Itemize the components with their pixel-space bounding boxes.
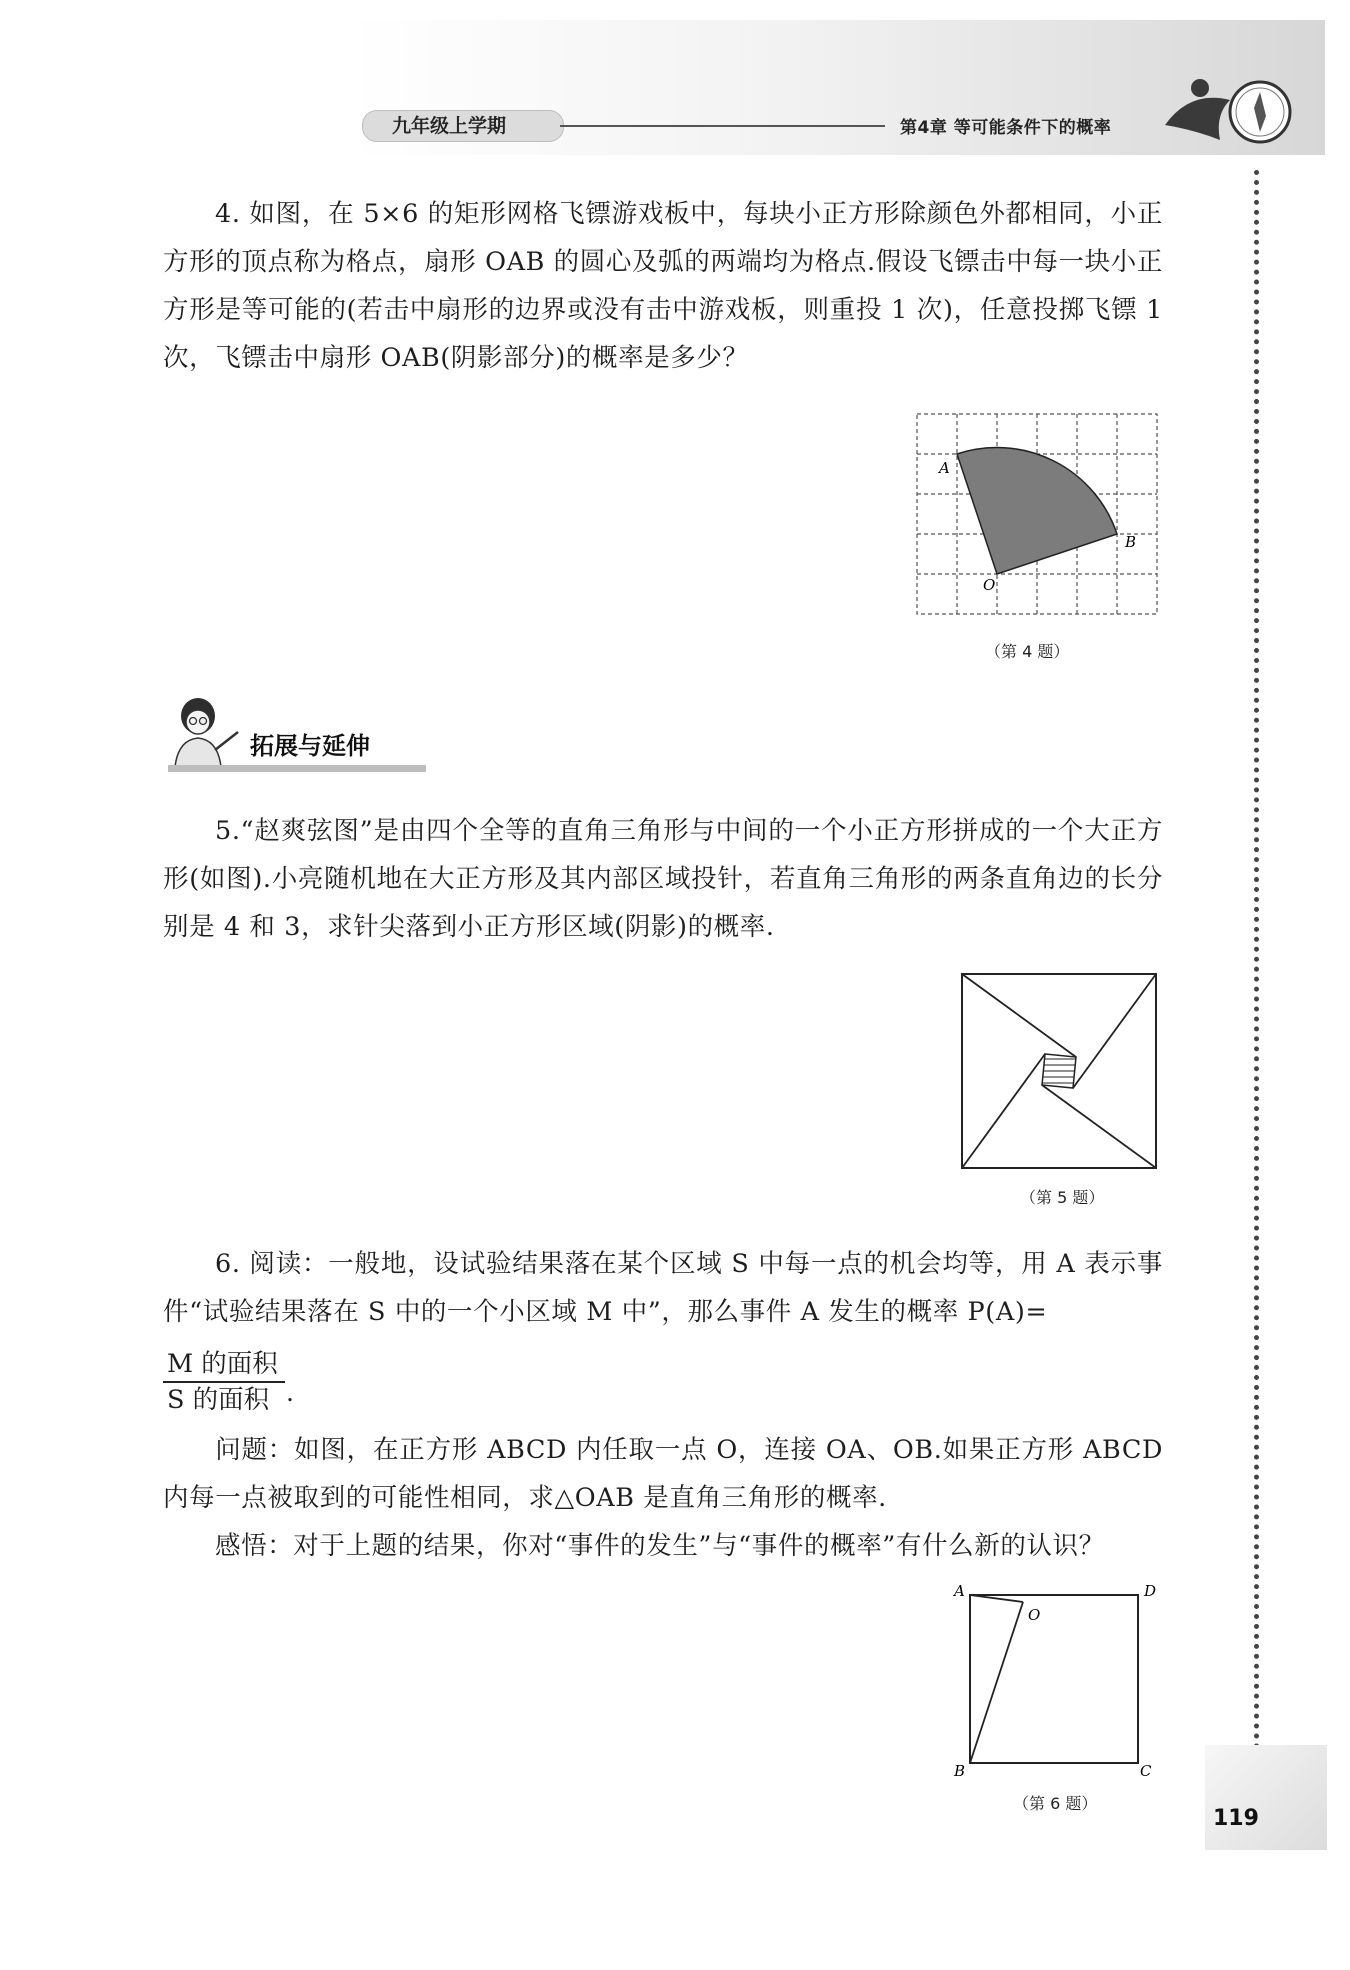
vertex-c-label: C xyxy=(1140,1762,1152,1780)
shaded-sector xyxy=(957,448,1117,574)
question-6-body: 6. 阅读：一般地，设试验结果落在某个区域 S 中每一点的机会均等，用 A 表示事件“试验结果落在 S 中的一个小区域 M 中”，那么事件 A 发生的概率 P(A)= xyxy=(163,1249,1163,1327)
point-o-label: O xyxy=(1028,1606,1041,1624)
vertex-a-label: A xyxy=(954,1582,965,1600)
figure-4-grid-sector xyxy=(915,412,1165,617)
chapter-title: 第4章 等可能条件下的概率 xyxy=(900,118,1112,138)
figure-4-caption: （第 4 题） xyxy=(985,642,1070,661)
area-ratio-fraction xyxy=(163,1347,285,1417)
question-6-problem xyxy=(163,1426,1163,1522)
fraction-numerator: M 的面积 xyxy=(167,1349,278,1379)
figure-5-caption: （第 5 题） xyxy=(1020,1188,1105,1207)
teacher-icon xyxy=(163,692,243,772)
margin-dotted-line xyxy=(1254,170,1259,1760)
vertex-b-label: B xyxy=(954,1762,966,1780)
figure-5-zhaoshuang-diagram xyxy=(960,972,1160,1172)
question-6-problem-body: 问题：如图，在正方形 ABCD 内任取一点 O，连接 OA、OB.如果正方形 ABCD 内每一点被取到的可能性相同，求△OAB 是直角三角形的概率. xyxy=(163,1435,1163,1513)
question-4-body: 4. 如图，在 5×6 的矩形网格飞镖游戏板中，每块小正方形除颜色外都相同，小正方形的顶点称为格点，扇形 OAB 的圆心及弧的两端均为格点.假设飞镖击中每一块小正方形是等可能的(若击中扇形的边界或没有击中游戏板，则重投 1 次)，任意投掷飞镖 1 次，飞镖击中扇形 OAB(阴影部分)的概率是多少？ xyxy=(163,199,1163,373)
question-6-text xyxy=(163,1240,1163,1336)
grade-label: 九年级上学期 xyxy=(392,115,507,137)
fraction-denominator: S 的面积 xyxy=(167,1385,270,1415)
figure-6-square-abcd xyxy=(950,1580,1170,1780)
section-title: 拓展与延伸 xyxy=(250,732,370,760)
question-4-text xyxy=(163,190,1163,382)
runner-compass-icon xyxy=(1160,70,1300,160)
point-a-label: A xyxy=(939,459,950,477)
vertex-d-label: D xyxy=(1144,1582,1157,1600)
question-5-body: 5.“赵爽弦图”是由四个全等的直角三角形与中间的一个小正方形拼成的一个大正方形(如图).小亮随机地在大正方形及其内部区域投针，若直角三角形的两条直角边的长分别是 4 和 3，求针尖落到小正方形区域(阴影)的概率. xyxy=(163,816,1163,942)
figure-6-caption: （第 6 题） xyxy=(1013,1794,1098,1813)
header-rule xyxy=(560,125,885,127)
page-corner xyxy=(1205,1745,1327,1850)
point-b-label: B xyxy=(1125,533,1137,551)
point-o-label: O xyxy=(983,576,996,594)
page-number: 119 xyxy=(1213,1806,1259,1831)
page-header xyxy=(0,0,1350,160)
question-6-reflection-body: 感悟：对于上题的结果，你对“事件的发生”与“事件的概率”有什么新的认识？ xyxy=(215,1531,1105,1561)
section-underline xyxy=(168,765,426,772)
fraction-period: . xyxy=(286,1378,294,1407)
question-6-reflection xyxy=(163,1522,1163,1570)
shaded-inner-square xyxy=(1042,1054,1076,1088)
question-5-text xyxy=(163,807,1163,951)
